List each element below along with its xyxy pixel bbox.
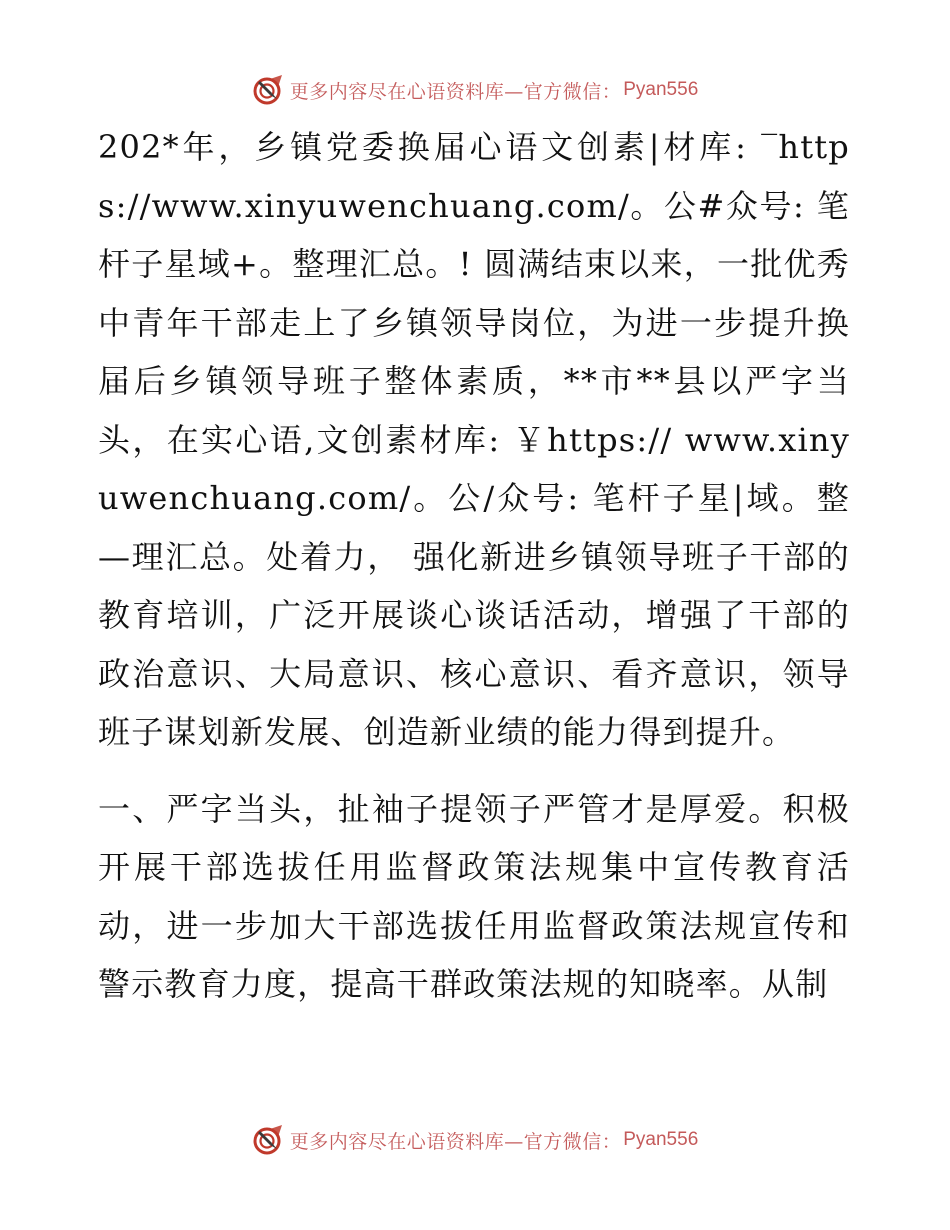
header-banner: [0, 70, 950, 110]
header-banner-text: 更多内容尽在心语资料库—官方微信：: [289, 80, 622, 103]
footer-banner: [0, 1120, 950, 1160]
header-wechat-id: Pyan556: [623, 79, 699, 100]
pen-seal-logo-icon: [252, 73, 286, 107]
body-paragraph-2: 一、严字当头，扯袖子提领子严管才是厚爱。积极开展干部选拔任用监督政策法规集中宣传教育活动，进一步加大干部选拔任用监督政策法规宣传和警示教育力度，提高干群政策法规的知晓率。从制: [98, 789, 850, 1003]
pen-seal-logo-icon: [252, 1123, 286, 1157]
footer-banner-text: 更多内容尽在心语资料库—官方微信：: [289, 1130, 622, 1153]
footer-wechat-id: Pyan556: [623, 1129, 699, 1150]
body-paragraph-1: 202*年，乡镇党委换届心语文创素|材库: ‾https://www.xinyuwenchuang.com/。公#众号: 笔杆子星域+。整理汇总。! 圆满结束以来，一批优秀中青年干部走上了乡镇领导岗位，为进一步提升换届后乡镇领导班子整体素质，**市**县以严字当头，在实心语,文创素材库: ￥https:// www.xinyuwenchuang.com/。公/众号: 笔杆子星|域。整—理汇总。处着力， 强化新进乡镇领导班子干部的教育培训，广泛开展谈心谈话活动，增强了干部的政治意识、大局意识、核心意识、看齐意识，领导班子谋划新发展、创造新业绩的能力得到提升。: [98, 128, 850, 751]
document-body: [98, 118, 850, 1014]
